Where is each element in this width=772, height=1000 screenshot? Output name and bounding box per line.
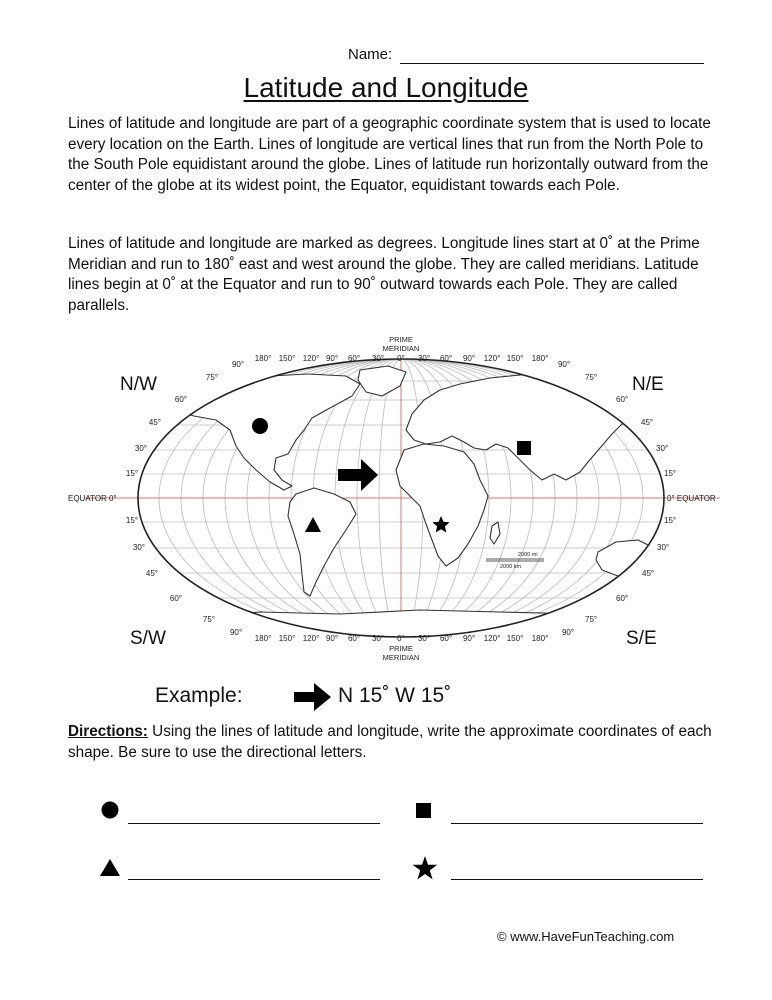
svg-text:75°: 75° [585, 615, 598, 624]
corner-label-se: S/E [626, 628, 657, 649]
svg-text:180°: 180° [531, 354, 549, 363]
greenland [358, 366, 406, 396]
star-answer-line[interactable] [451, 879, 703, 880]
intro-paragraph-2: Lines of latitude and longitude are marked as degrees. Longitude lines start at 0˚ at the Prime Meridian and run to 180˚ east and west around the globe. They are called meridians. Latitude lines begin at 0˚ at the Equator and run to 90˚ outward towards each Pole. They are called parallels. [68, 235, 700, 314]
svg-text:60°: 60° [439, 634, 453, 643]
svg-text:30°: 30° [417, 634, 431, 643]
svg-text:90°: 90° [561, 628, 575, 637]
intro-paragraph-1: Lines of latitude and longitude are part of a geographic coordinate system that is used to locate every location on the Earth. Lines of longitude are vertical lines that run from the North Pole to the South Pole equidistant around the globe. Lines of latitude run horizontally outward from the center of the globe at its widest point, the Equator, equidistant towards each Pole. [68, 115, 711, 194]
svg-text:15°: 15° [125, 469, 138, 478]
svg-text:150°: 150° [506, 634, 524, 643]
svg-text:150°: 150° [278, 634, 296, 643]
south-america [288, 488, 356, 596]
svg-text:0°: 0° [397, 354, 405, 363]
svg-text:90°: 90° [462, 354, 476, 363]
equator-label-right: 0° EQUATOR [667, 494, 716, 503]
madagascar [490, 522, 500, 544]
svg-text:30°: 30° [417, 354, 431, 363]
name-label: Name: [348, 46, 393, 63]
svg-text:90°: 90° [557, 360, 571, 369]
svg-text:90°: 90° [231, 360, 245, 369]
north-america [178, 374, 360, 490]
copyright-footer: © www.HaveFunTeaching.com [497, 929, 675, 944]
svg-text:60°: 60° [347, 634, 361, 643]
square-shape-marker [517, 441, 531, 455]
svg-text:150°: 150° [278, 354, 296, 363]
svg-text:75°: 75° [205, 373, 218, 382]
svg-text:30°: 30° [657, 543, 670, 552]
circle-icon [100, 800, 120, 820]
svg-text:120°: 120° [483, 634, 501, 643]
svg-text:60°: 60° [439, 354, 453, 363]
example-arrow-icon [294, 682, 334, 712]
corner-label-ne: N/E [632, 374, 664, 395]
world-map [60, 330, 740, 670]
prime-meridian-label-bottom: PRIME [389, 644, 413, 653]
svg-text:45°: 45° [641, 418, 654, 427]
svg-text:60°: 60° [347, 354, 361, 363]
svg-text:45°: 45° [642, 569, 655, 578]
svg-text:75°: 75° [202, 615, 215, 624]
svg-text:90°: 90° [325, 634, 339, 643]
svg-text:75°: 75° [585, 373, 598, 382]
svg-text:45°: 45° [145, 569, 158, 578]
directions-text [68, 722, 738, 763]
square-icon [415, 802, 433, 820]
example-coordinates: N 15˚ W 15˚ [338, 684, 452, 707]
svg-text:30°: 30° [132, 543, 145, 552]
svg-text:150°: 150° [506, 354, 524, 363]
directions-label: Directions: [68, 723, 148, 740]
svg-text:90°: 90° [325, 354, 339, 363]
page-title: Latitude and Longitude [243, 72, 529, 103]
corner-label-sw: S/W [130, 628, 166, 649]
triangle-answer-line[interactable] [128, 879, 380, 880]
corner-label-nw: N/W [120, 374, 157, 395]
name-input-line[interactable] [400, 63, 704, 64]
circle-shape-marker [252, 418, 268, 434]
square-answer-line[interactable] [451, 823, 703, 824]
directions-body: Using the lines of latitude and longitude, write the approximate coordinates of each shape. Be sure to use the directional letters. [68, 723, 712, 761]
star-icon [412, 855, 438, 881]
svg-text:120°: 120° [302, 634, 320, 643]
svg-text:60°: 60° [616, 395, 629, 404]
svg-text:180°: 180° [531, 634, 549, 643]
svg-text:60°: 60° [169, 594, 182, 603]
example-label: Example: [155, 684, 243, 707]
circle-answer-line[interactable] [128, 823, 380, 824]
svg-text:90°: 90° [229, 628, 243, 637]
svg-text:180°: 180° [254, 354, 272, 363]
svg-text:15°: 15° [125, 516, 138, 525]
continents [178, 366, 664, 640]
svg-text:180°: 180° [254, 634, 272, 643]
prime-meridian-label-top-2: MERIDIAN [382, 344, 420, 353]
prime-meridian-label-bottom-2: MERIDIAN [382, 653, 420, 662]
svg-text:0°: 0° [397, 634, 405, 643]
svg-text:45°: 45° [148, 418, 161, 427]
svg-text:2000 km: 2000 km [500, 564, 522, 570]
svg-text:15°: 15° [664, 516, 677, 525]
svg-text:30°: 30° [371, 354, 385, 363]
svg-text:120°: 120° [483, 354, 501, 363]
svg-text:30°: 30° [134, 444, 147, 453]
svg-text:60°: 60° [174, 395, 187, 404]
prime-meridian-label-top: PRIME [389, 335, 413, 344]
svg-text:60°: 60° [616, 594, 629, 603]
svg-text:15°: 15° [664, 469, 677, 478]
equator-label-left: EQUATOR 0° [68, 494, 117, 503]
scale-bar [486, 552, 544, 570]
svg-text:30°: 30° [371, 634, 385, 643]
svg-text:2000 mi: 2000 mi [518, 552, 538, 558]
svg-text:120°: 120° [302, 354, 320, 363]
svg-text:30°: 30° [656, 444, 669, 453]
svg-text:90°: 90° [462, 634, 476, 643]
triangle-icon [99, 858, 121, 878]
